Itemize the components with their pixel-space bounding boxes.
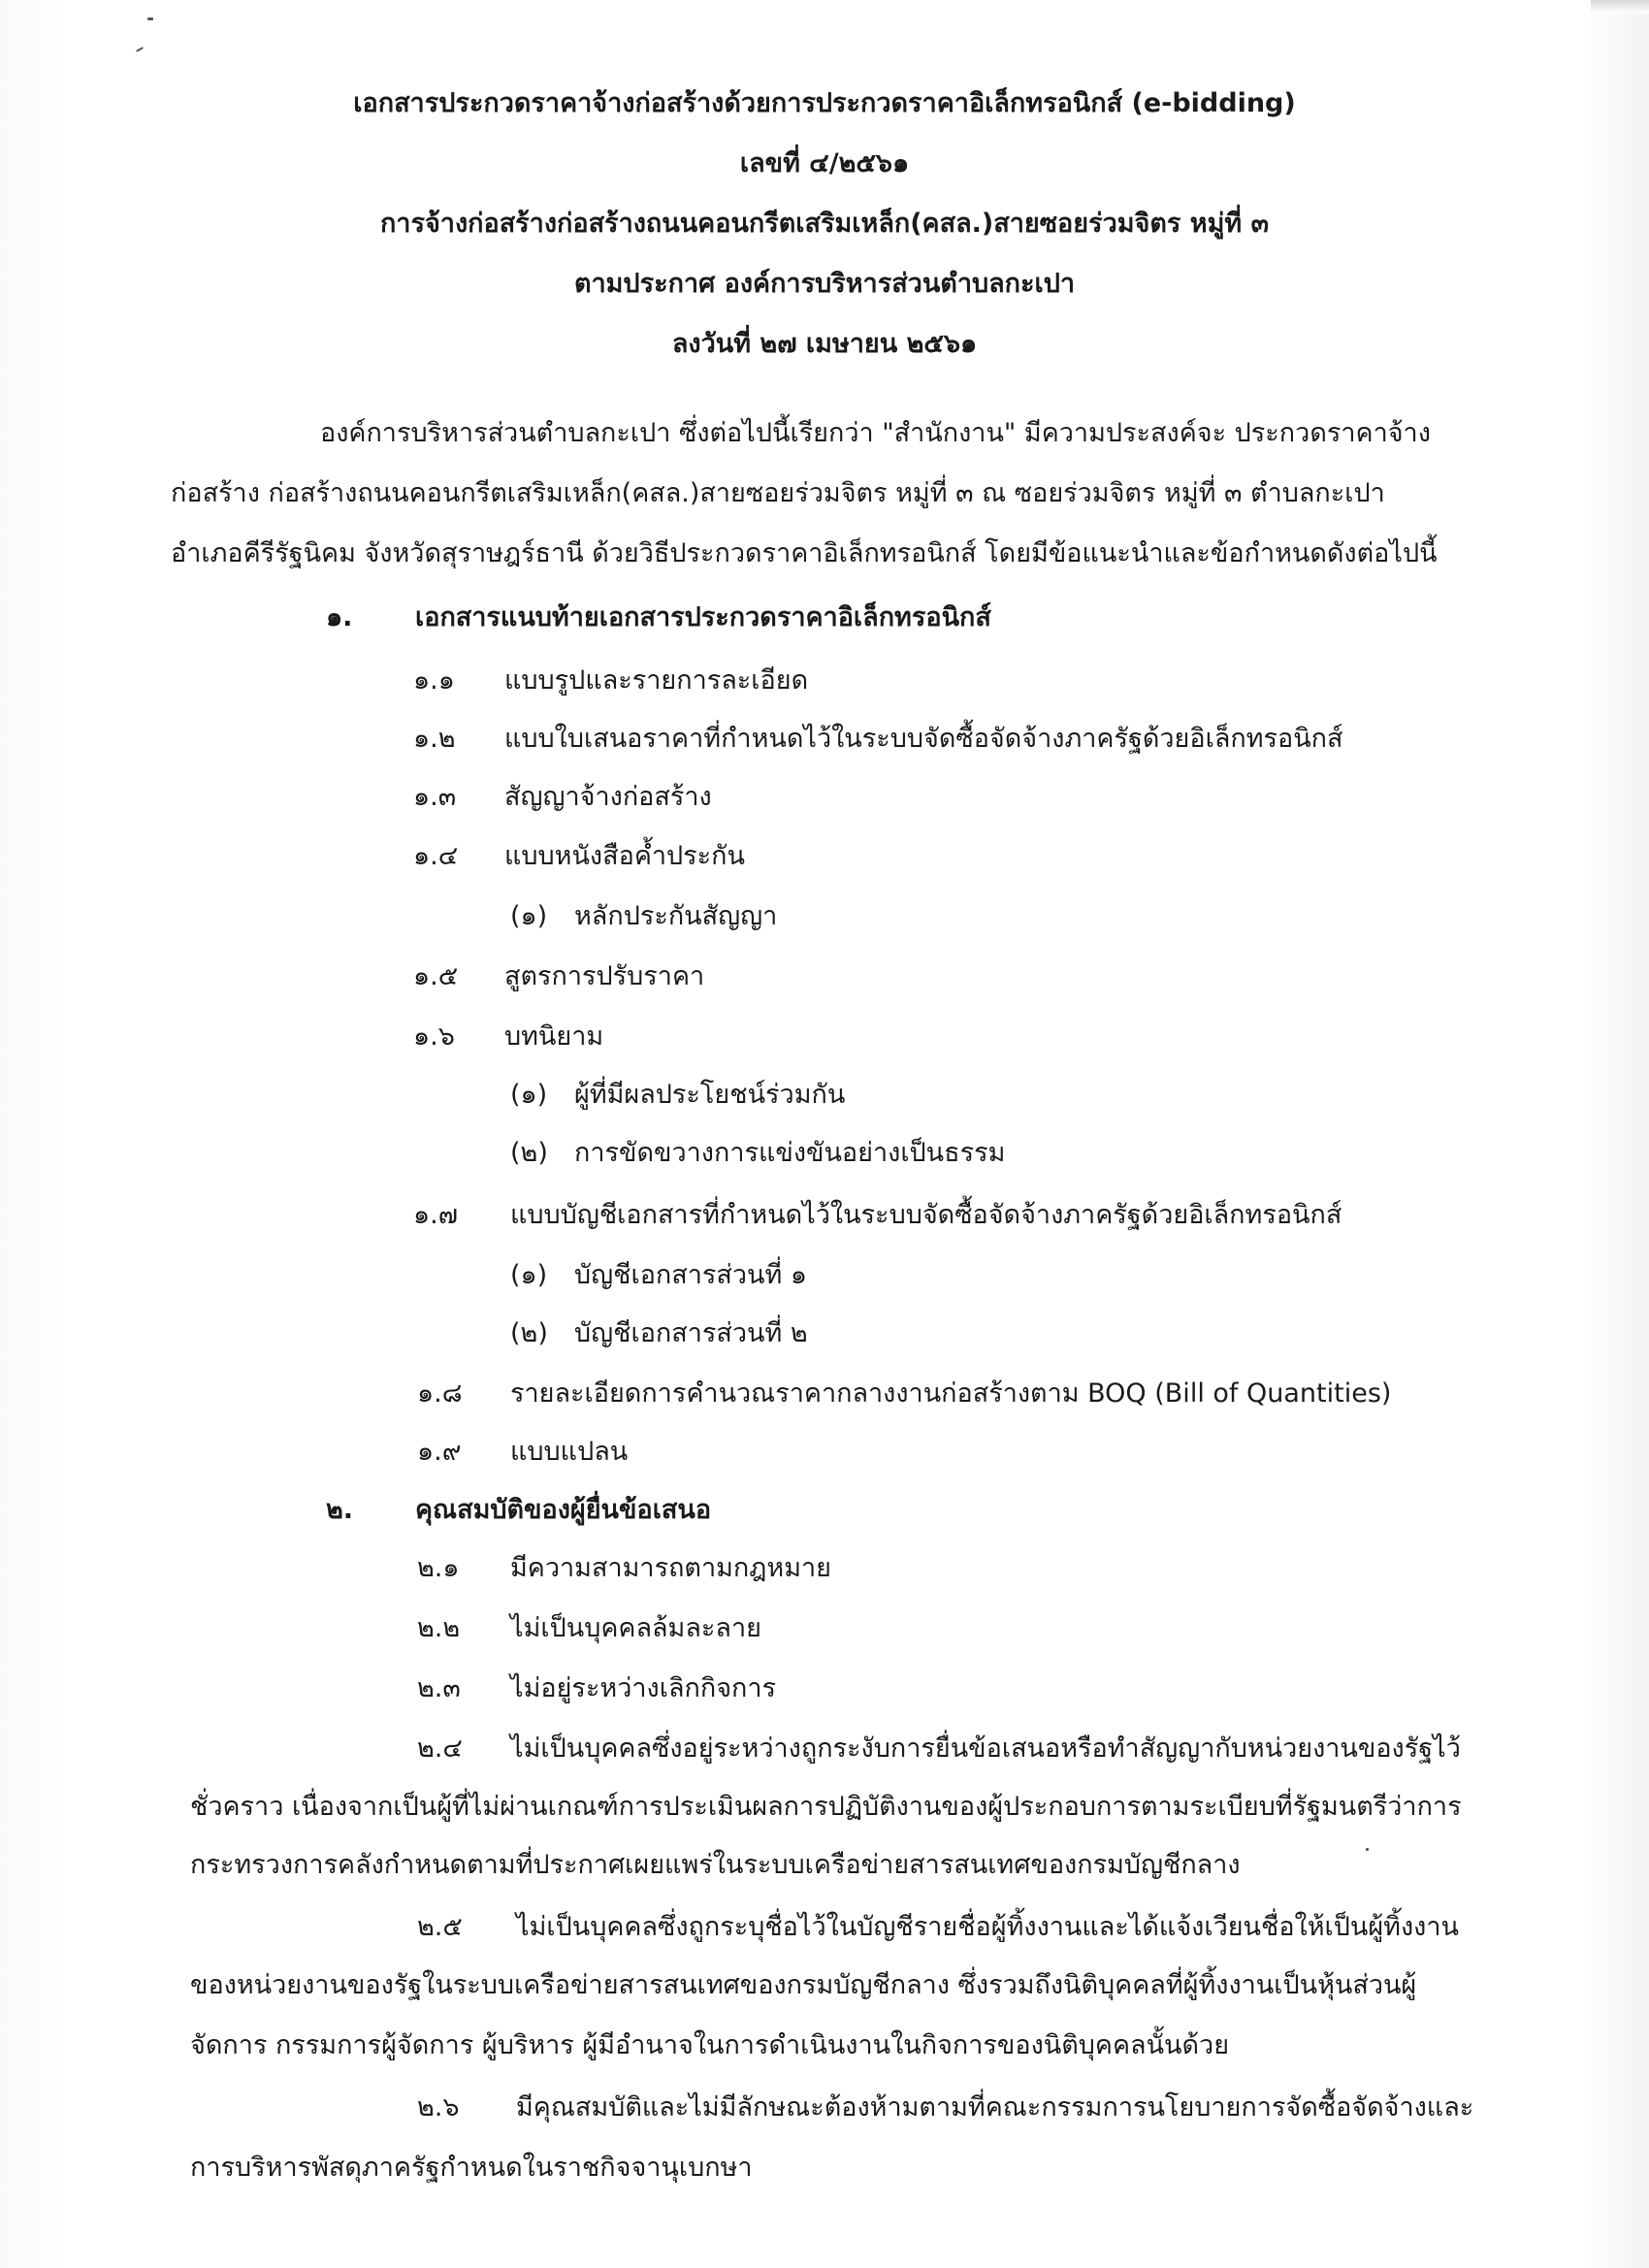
sub-item-text: หลักประกันสัญญา xyxy=(574,901,778,931)
sub-item-text: บัญชีเอกสารส่วนที่ ๑ xyxy=(574,1260,808,1290)
list-item-text: แบบแปลน xyxy=(510,1437,629,1467)
scan-speck xyxy=(147,17,153,20)
document-title: เอกสารประกวดราคาจ้างก่อสร้างด้วยการประกวดราคาอิเล็กทรอนิกส์ (e-bidding) xyxy=(353,88,1296,118)
section-title: เอกสารแนบท้ายเอกสารประกวดราคาอิเล็กทรอนิกส์ xyxy=(415,602,991,632)
paragraph-line: กระทรวงการคลังกำหนดตามที่ประกาศเผยแพร่ในระบบเครือข่ายสารสนเทศของกรมบัญชีกลาง xyxy=(190,1850,1241,1880)
sub-item-text: การขัดขวางการแข่งขันอย่างเป็นธรรม xyxy=(574,1138,1006,1168)
list-item-text: สูตรการปรับราคา xyxy=(504,961,705,991)
list-item-number: ๑.๔ xyxy=(413,841,459,871)
list-item-text: รายละเอียดการคำนวณราคากลางงานก่อสร้างตาม BOQ (Bill of Quantities) xyxy=(510,1378,1392,1409)
list-item-text: แบบใบเสนอราคาที่กำหนดไว้ในระบบจัดซื้อจัดจ้างภาครัฐด้วยอิเล็กทรอนิกส์ xyxy=(504,724,1343,754)
list-item-text: สัญญาจ้างก่อสร้าง xyxy=(504,782,712,812)
list-item-number: ๒.๖ xyxy=(417,2092,460,2122)
sub-item-text: ผู้ที่มีผลประโยชน์ร่วมกัน xyxy=(574,1080,846,1110)
list-item-text: ไม่อยู่ระหว่างเลิกกิจการ xyxy=(510,1673,777,1703)
list-item-number: ๒.๔ xyxy=(417,1733,463,1764)
list-item-number: ๑.๘ xyxy=(417,1378,463,1409)
project-name: การจ้างก่อสร้างก่อสร้างถนนคอนกรีตเสริมเหล็ก(คสล.)สายซอยร่วมจิตร หมู่ที่ ๓ xyxy=(379,209,1270,239)
paragraph-line: การบริหารพัสดุภาครัฐกำหนดในราชกิจจานุเบกษา xyxy=(190,2153,753,2183)
intro-line: ก่อสร้าง ก่อสร้างถนนคอนกรีตเสริมเหล็ก(คสล.)สายซอยร่วมจิตร หมู่ที่ ๓ ณ ซอยร่วมจิตร หมู่ที่ ๓ ตำบลกะเปา xyxy=(171,478,1385,508)
intro-line: อำเภอคีรีรัฐนิคม จังหวัดสุราษฎร์ธานี ด้วยวิธีประกวดราคาอิเล็กทรอนิกส์ โดยมีข้อแนะนำและข้อกำหนดดังต่อไปนี้ xyxy=(171,538,1438,568)
list-item-number: ๑.๗ xyxy=(413,1200,459,1230)
section-title: คุณสมบัติของผู้ยื่นข้อเสนอ xyxy=(415,1495,712,1525)
sub-item-number: (๑) xyxy=(510,1260,548,1290)
list-item-text: แบบหนังสือค้ำประกัน xyxy=(504,841,745,871)
paragraph-line: ของหน่วยงานของรัฐในระบบเครือข่ายสารสนเทศของกรมบัญชีกลาง ซึ่งรวมถึงนิติบุคคลที่ผู้ทิ้งงานเป็นหุ้นส่วนผู้ xyxy=(190,1970,1417,2000)
list-item-text: มีความสามารถตามกฎหมาย xyxy=(510,1553,831,1583)
list-item-number: ๒.๒ xyxy=(417,1613,461,1643)
list-item-number: ๑.๒ xyxy=(413,724,456,754)
list-item-text: แบบบัญชีเอกสารที่กำหนดไว้ในระบบจัดซื้อจัดจ้างภาครัฐด้วยอิเล็กทรอนิกส์ xyxy=(510,1200,1342,1230)
list-item-number: ๑.๓ xyxy=(413,782,457,812)
paragraph-line: ชั่วคราว เนื่องจากเป็นผู้ที่ไม่ผ่านเกณฑ์การประเมินผลการปฏิบัติงานของผู้ประกอบการตามระเบียบที่รัฐมนตรีว่าการ xyxy=(190,1792,1462,1822)
paragraph-line: มีคุณสมบัติและไม่มีลักษณะต้องห้ามตามที่คณะกรรมการนโยบายการจัดซื้อจัดจ้างและ xyxy=(516,2092,1474,2122)
announcement-line: ตามประกาศ องค์การบริหารส่วนตำบลกะเปา xyxy=(573,269,1076,299)
section-number: ๒. xyxy=(326,1495,354,1525)
paragraph-line: จัดการ กรรมการผู้จัดการ ผู้บริหาร ผู้มีอำนาจในการดำเนินงานในกิจการของนิติบุคคลนั้นด้วย xyxy=(190,2030,1230,2060)
scan-speck xyxy=(136,47,144,52)
list-item-number: ๑.๑ xyxy=(413,665,455,696)
list-item-number: ๒.๑ xyxy=(417,1553,460,1583)
scan-speck xyxy=(1366,1848,1369,1851)
sub-item-number: (๒) xyxy=(510,1138,548,1168)
list-item-text: ไม่เป็นบุคคลล้มละลาย xyxy=(510,1613,761,1643)
list-item-number: ๒.๓ xyxy=(417,1673,461,1703)
list-item-number: ๑.๕ xyxy=(413,961,459,991)
list-item-text: แบบรูปและรายการละเอียด xyxy=(504,665,809,696)
list-item-number: ๑.๙ xyxy=(417,1437,462,1467)
section-number: ๑. xyxy=(326,602,353,632)
list-item-number: ๒.๕ xyxy=(417,1912,463,1942)
document-number: เลขที่ ๔/๒๕๖๑ xyxy=(739,148,910,178)
sub-item-number: (๑) xyxy=(510,901,548,931)
sub-item-text: บัญชีเอกสารส่วนที่ ๒ xyxy=(574,1318,808,1348)
document-date: ลงวันที่ ๒๗ เมษายน ๒๕๖๑ xyxy=(671,329,978,359)
paragraph-line: ไม่เป็นบุคคลซึ่งอยู่ระหว่างถูกระงับการยื่นข้อเสนอหรือทำสัญญากับหน่วยงานของรัฐไว้ xyxy=(510,1733,1461,1764)
list-item-text: บทนิยาม xyxy=(504,1021,604,1052)
sub-item-number: (๒) xyxy=(510,1318,548,1348)
scan-edge-shadow xyxy=(1591,0,1649,14)
list-item-number: ๑.๖ xyxy=(413,1021,455,1052)
paragraph-line: ไม่เป็นบุคคลซึ่งถูกระบุชื่อไว้ในบัญชีรายชื่อผู้ทิ้งงานและได้แจ้งเวียนชื่อให้เป็นผู้ทิ้งงาน xyxy=(516,1912,1459,1942)
intro-line: องค์การบริหารส่วนตำบลกะเปา ซึ่งต่อไปนี้เรียกว่า "สำนักงาน" มีความประสงค์จะ ประกวดราคาจ้าง xyxy=(320,418,1431,448)
sub-item-number: (๑) xyxy=(510,1080,548,1110)
